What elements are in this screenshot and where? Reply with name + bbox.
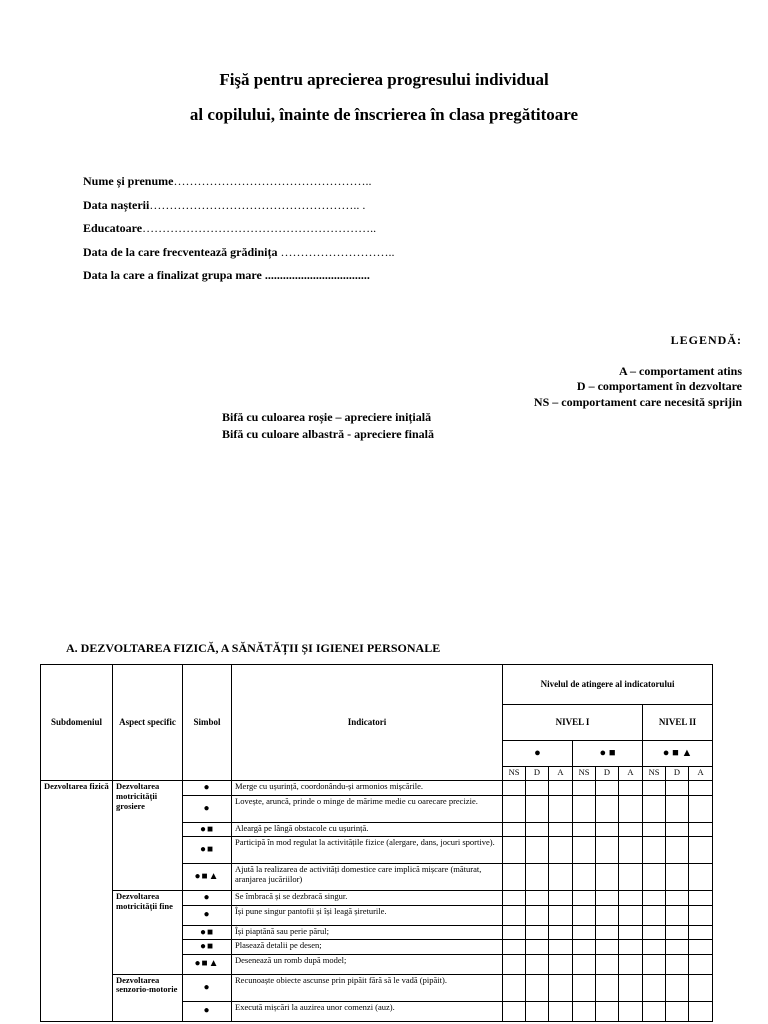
check-cell[interactable]: [666, 940, 689, 955]
check-cell[interactable]: [596, 974, 619, 1001]
table-row: [41, 781, 713, 796]
check-cell[interactable]: [526, 891, 549, 906]
check-cell[interactable]: [666, 974, 689, 1001]
check-cell[interactable]: [503, 974, 526, 1001]
check-cell[interactable]: [666, 905, 689, 925]
check-cell[interactable]: [526, 954, 549, 974]
check-cell[interactable]: [596, 891, 619, 906]
check-cell[interactable]: [666, 891, 689, 906]
check-cell[interactable]: [526, 974, 549, 1001]
check-cell[interactable]: [619, 925, 643, 940]
check-cell[interactable]: [643, 781, 666, 796]
check-cell[interactable]: [573, 905, 596, 925]
check-cell[interactable]: [526, 925, 549, 940]
check-cell[interactable]: [503, 954, 526, 974]
row-symbol: ●■: [183, 837, 232, 864]
section-title: A. DEZVOLTAREA FIZICĂ, A SĂNĂTĂȚII ȘI IGIENEI PERSONALE: [66, 641, 441, 655]
aspect-sensorimotor: Dezvoltarea senzorio-motorie: [113, 974, 183, 1021]
check-cell[interactable]: [573, 822, 596, 837]
aspect-gross-motor: Dezvoltarea motricității grosiere: [113, 781, 183, 891]
form-title-line-2: al copilului, înainte de înscrierea în clasa pregătitoare: [189, 105, 579, 124]
field-name-blank: …………………………………………..: [173, 174, 372, 188]
rating-ns: NS: [643, 767, 666, 781]
check-cell[interactable]: [503, 891, 526, 906]
check-cell[interactable]: [596, 940, 619, 955]
rating-d: D: [526, 767, 549, 781]
row-symbol: ●: [183, 781, 232, 796]
check-cell[interactable]: [689, 925, 713, 940]
check-cell[interactable]: [619, 905, 643, 925]
identification-fields: [83, 174, 395, 292]
indicator-text: Ajută la realizarea de activități domestice care implică mișcare (măturat, aranjarea jucăriilor): [232, 864, 503, 891]
check-cell[interactable]: [666, 864, 689, 891]
check-cell[interactable]: [526, 905, 549, 925]
field-finish-date-label: Data la care a finalizat grupa mare: [83, 268, 262, 282]
field-attendance-start-blank: ………………………..: [277, 244, 395, 259]
rating-ns: NS: [573, 767, 596, 781]
check-cell[interactable]: [503, 795, 526, 822]
check-cell[interactable]: [689, 1001, 713, 1021]
check-cell[interactable]: [619, 940, 643, 955]
indicator-text: Își pune singur pantofii și își leagă șireturile.: [232, 905, 503, 925]
field-attendance-start-label: Data de la care frecventează grădinița: [83, 244, 278, 259]
row-symbol: ●■: [183, 940, 232, 955]
row-symbol: ●■▲: [183, 954, 232, 974]
check-cell[interactable]: [573, 940, 596, 955]
check-cell[interactable]: [549, 864, 573, 891]
indicator-text: Aleargă pe lângă obstacole cu ușurință.: [232, 822, 503, 837]
header-attainment-level: Nivelul de atingere al indicatorului: [503, 665, 713, 705]
check-cell[interactable]: [643, 905, 666, 925]
check-cell[interactable]: [643, 940, 666, 955]
row-symbol: ●: [183, 891, 232, 906]
check-cell[interactable]: [596, 954, 619, 974]
check-cell[interactable]: [549, 905, 573, 925]
check-cell[interactable]: [503, 837, 526, 864]
level-symbol-circle-square-triangle: ● ■ ▲: [643, 741, 713, 767]
check-cell[interactable]: [549, 954, 573, 974]
field-teacher: [83, 221, 395, 245]
check-cell[interactable]: [549, 925, 573, 940]
check-cell[interactable]: [503, 864, 526, 891]
check-cell[interactable]: [619, 781, 643, 796]
indicator-text: Desenează un romb după model;: [232, 954, 503, 974]
aspect-fine-motor: Dezvoltarea motricității fine: [113, 891, 183, 975]
header-subdomain: Subdomeniul: [41, 665, 113, 781]
check-cell[interactable]: [689, 781, 713, 796]
check-cell[interactable]: [526, 781, 549, 796]
field-attendance-start: [83, 245, 395, 269]
field-finish-date-blank: ...................................: [261, 268, 370, 282]
check-cell[interactable]: [619, 1001, 643, 1021]
indicator-text: Lovește, aruncă, prinde o minge de mărime medie cu oarecare precizie.: [232, 795, 503, 822]
header-symbol: Simbol: [183, 665, 232, 781]
row-symbol: ●: [183, 905, 232, 925]
subdomain-cell: Dezvoltarea fizică: [41, 781, 113, 1022]
level-symbol-circle: ●: [503, 741, 573, 767]
rating-ns: NS: [503, 767, 526, 781]
check-cell[interactable]: [596, 925, 619, 940]
check-cell[interactable]: [503, 905, 526, 925]
check-cell[interactable]: [689, 940, 713, 955]
rating-a: A: [619, 767, 643, 781]
check-cell[interactable]: [503, 822, 526, 837]
check-cell[interactable]: [643, 864, 666, 891]
check-cell[interactable]: [643, 954, 666, 974]
table-row: [41, 891, 713, 906]
rating-a: A: [549, 767, 573, 781]
check-cell[interactable]: [503, 925, 526, 940]
check-cell[interactable]: [689, 974, 713, 1001]
check-cell[interactable]: [666, 837, 689, 864]
check-cell[interactable]: [596, 822, 619, 837]
indicator-text: Merge cu ușurință, coordonându-și armonios mișcările.: [232, 781, 503, 796]
rating-a: A: [689, 767, 713, 781]
check-cell[interactable]: [619, 954, 643, 974]
row-symbol: ●: [183, 1001, 232, 1021]
indicator-text: Execută mișcări la auzirea unor comenzi (auz).: [232, 1001, 503, 1021]
indicator-text: Își piaptănă sau perie părul;: [232, 925, 503, 940]
check-cell[interactable]: [573, 781, 596, 796]
check-cell[interactable]: [643, 837, 666, 864]
row-symbol: ●■▲: [183, 864, 232, 891]
check-cell[interactable]: [619, 864, 643, 891]
check-cell[interactable]: [573, 837, 596, 864]
field-teacher-label: Educatoare: [83, 221, 143, 235]
check-cell[interactable]: [573, 974, 596, 1001]
check-cell[interactable]: [689, 864, 713, 891]
check-cell[interactable]: [619, 891, 643, 906]
row-symbol: ●: [183, 795, 232, 822]
check-cell[interactable]: [526, 864, 549, 891]
field-teacher-blank: …………………………………………………..: [142, 221, 377, 235]
check-cell[interactable]: [573, 1001, 596, 1021]
check-cell[interactable]: [619, 974, 643, 1001]
check-cell[interactable]: [526, 940, 549, 955]
check-cell[interactable]: [503, 940, 526, 955]
check-cell[interactable]: [549, 940, 573, 955]
check-cell[interactable]: [689, 905, 713, 925]
check-cell[interactable]: [573, 925, 596, 940]
check-cell[interactable]: [549, 837, 573, 864]
row-symbol: ●: [183, 974, 232, 1001]
indicator-text: Participă în mod regulat la activitățile fizice (alergare, dans, jocuri sportive).: [232, 837, 503, 864]
header-level-1: NIVEL I: [503, 705, 643, 741]
check-cell[interactable]: [573, 864, 596, 891]
check-cell[interactable]: [689, 954, 713, 974]
check-cell[interactable]: [643, 822, 666, 837]
table-row: [41, 974, 713, 1001]
header-indicators: Indicatori: [232, 665, 503, 781]
check-cell[interactable]: [643, 795, 666, 822]
check-cell[interactable]: [689, 891, 713, 906]
header-level-2: NIVEL II: [643, 705, 713, 741]
check-cell[interactable]: [643, 925, 666, 940]
check-cell[interactable]: [619, 795, 643, 822]
check-cell[interactable]: [549, 822, 573, 837]
check-cell[interactable]: [596, 781, 619, 796]
rating-d: D: [666, 767, 689, 781]
check-cell[interactable]: [549, 891, 573, 906]
form-title-line-1: Fişă pentru aprecierea progresului individual: [219, 70, 549, 89]
field-birthdate: [83, 198, 395, 222]
check-cell[interactable]: [666, 954, 689, 974]
check-cell[interactable]: [689, 837, 713, 864]
field-name-label: Nume și prenume: [83, 174, 174, 188]
check-cell[interactable]: [619, 837, 643, 864]
indicator-text: Plasează detalii pe desen;: [232, 940, 503, 955]
check-cell[interactable]: [526, 795, 549, 822]
check-cell[interactable]: [689, 795, 713, 822]
check-cell[interactable]: [643, 891, 666, 906]
row-symbol: ●■: [183, 925, 232, 940]
legend-d: D – comportament în dezvoltare: [576, 379, 742, 393]
indicator-text: Recunoaște obiecte ascunse prin pipăit fără să le vadă (pipăit).: [232, 974, 503, 1001]
level-symbol-circle-square: ● ■: [573, 741, 643, 767]
check-cell[interactable]: [666, 1001, 689, 1021]
field-name: [83, 174, 395, 198]
assessment-table: [40, 664, 713, 1022]
field-birthdate-blank: …………………………………………….. .: [149, 197, 366, 212]
check-cell[interactable]: [549, 1001, 573, 1021]
check-cell[interactable]: [503, 781, 526, 796]
check-cell[interactable]: [596, 837, 619, 864]
check-cell[interactable]: [619, 822, 643, 837]
check-cell[interactable]: [689, 822, 713, 837]
check-cell[interactable]: [549, 974, 573, 1001]
field-birthdate-label: Data nașterii: [83, 197, 150, 212]
check-cell[interactable]: [526, 822, 549, 837]
legend-a: A – comportament atins: [619, 364, 742, 378]
check-cell[interactable]: [643, 1001, 666, 1021]
check-cell[interactable]: [666, 822, 689, 837]
legend-ns: NS – comportament care necesită sprijin: [533, 395, 742, 409]
blue-tick-note: Bifă cu culoare albastră - apreciere finală: [222, 427, 434, 441]
check-cell[interactable]: [573, 954, 596, 974]
legend-title: LEGENDĂ:: [670, 333, 742, 347]
check-cell[interactable]: [573, 795, 596, 822]
check-cell[interactable]: [526, 1001, 549, 1021]
check-cell[interactable]: [573, 891, 596, 906]
indicator-text: Se îmbracă și se dezbracă singur.: [232, 891, 503, 906]
check-cell[interactable]: [596, 1001, 619, 1021]
field-finish-date: [83, 268, 395, 292]
check-cell[interactable]: [596, 905, 619, 925]
check-cell[interactable]: [526, 837, 549, 864]
check-cell[interactable]: [596, 795, 619, 822]
rating-d: D: [596, 767, 619, 781]
check-cell[interactable]: [503, 1001, 526, 1021]
check-cell[interactable]: [666, 781, 689, 796]
check-cell[interactable]: [666, 795, 689, 822]
red-tick-note: Bifă cu culoarea roșie – apreciere inițială: [222, 410, 432, 424]
check-cell[interactable]: [666, 925, 689, 940]
row-symbol: ●■: [183, 822, 232, 837]
check-cell[interactable]: [596, 864, 619, 891]
check-cell[interactable]: [549, 795, 573, 822]
check-cell[interactable]: [643, 974, 666, 1001]
header-aspect: Aspect specific: [113, 665, 183, 781]
check-cell[interactable]: [549, 781, 573, 796]
